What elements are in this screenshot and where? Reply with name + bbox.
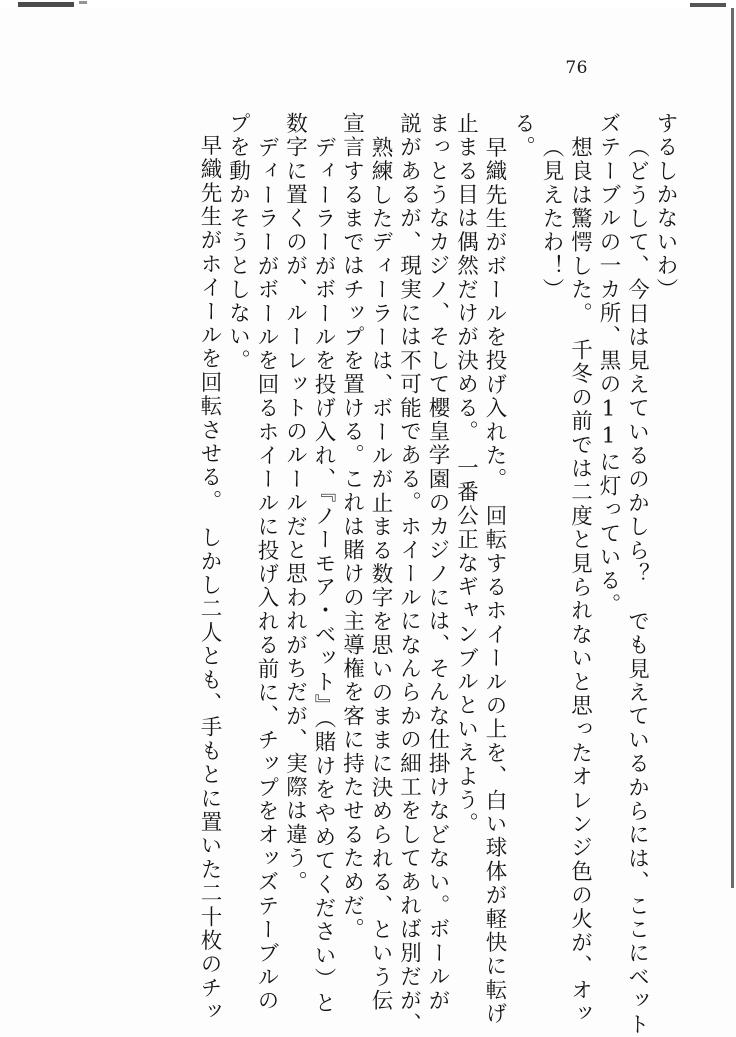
text-column: ディーラーがボールを回るホイールに投げ入れる前に、チップをオッズテーブルの xyxy=(254,136,279,1013)
scan-edge-right xyxy=(731,8,734,888)
vertical-text-block xyxy=(192,112,678,1037)
text-column: る。 xyxy=(510,112,536,160)
scan-artifact xyxy=(18,2,74,7)
scan-artifact xyxy=(690,3,726,7)
text-column: 早織先生がボールを投げ入れた。 回転するホイールの上を、白い球体が軽快に転げ xyxy=(482,136,507,1026)
text-column: 想良は驚愕した。 千冬の前では二度と見られないと思ったオレンジ色の火が、オッ xyxy=(567,136,593,1026)
text-column: プを動かそうとしない。 xyxy=(225,112,251,373)
text-column: ズテーブルの一カ所、黒の11に灯っている。 xyxy=(596,112,621,617)
text-column: まっとうなカジノ、そして櫻皇学園のカジノには、そんな仕掛けなどない。ボールが xyxy=(425,112,450,1013)
text-column: 熟練したディーラーは、ボールが止まる数字を思いのままに決められる、という伝 xyxy=(368,136,393,1013)
text-column: 止まる目は偶然だけが決める。 一番公正なギャンブルといえよう。 xyxy=(453,112,479,836)
text-column: （見えたわ！） xyxy=(539,136,564,302)
text-column: するしかないわ） xyxy=(653,112,678,302)
text-column: 説があるが、現実には不可能である。ホイールになんらかの細工をしてあれば別だが、 xyxy=(396,112,422,1037)
text-column: 早織先生がホイールを回転させる。 しかし二人とも、手もとに置いた二十枚のチッ xyxy=(197,134,222,1024)
page-number: 76 xyxy=(565,58,588,78)
text-column: ディーラーがボールを投げ入れ、『ノーモア・ベット』（賭けをやめてください）と xyxy=(311,136,336,1016)
text-column: 宣言するまではチップを置ける。これは賭けの主導権を客に持たせるためだ。 xyxy=(339,112,365,942)
text-column: 数字に置くのが、ルーレットのルールだと思われがちだが、実際は違う。 xyxy=(282,112,308,895)
scan-artifact xyxy=(79,1,87,4)
scan-edge-top xyxy=(0,0,736,9)
text-column: （どうして、今日は見えているのかしら？ でも見えているからには、ここにベット xyxy=(624,136,650,1037)
